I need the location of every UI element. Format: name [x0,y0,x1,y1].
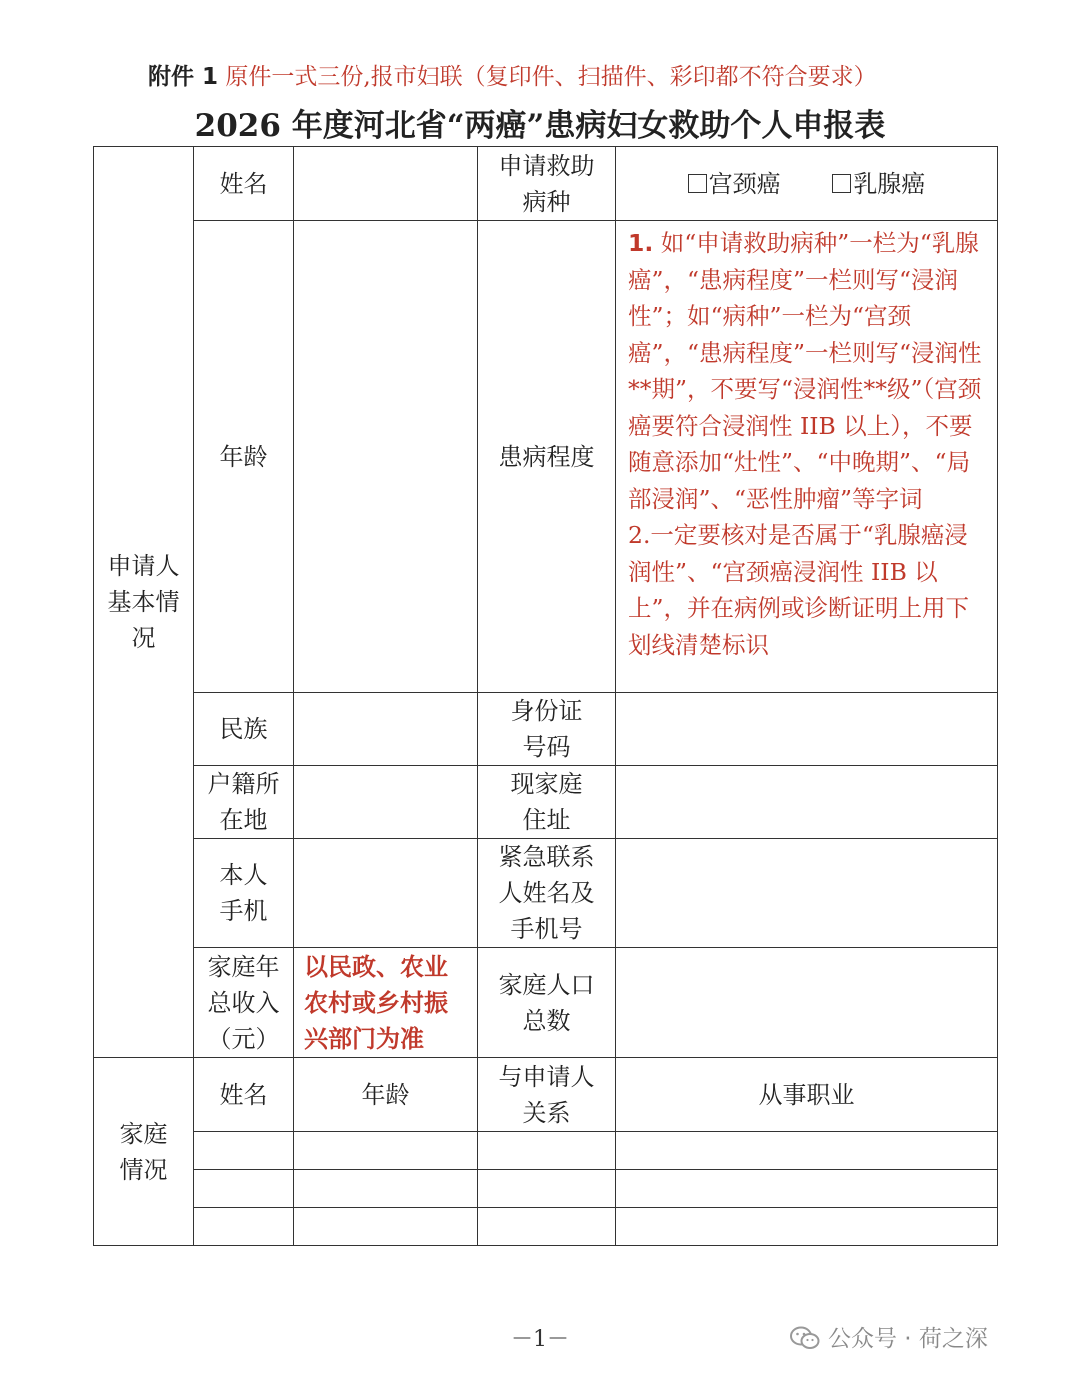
severity-instructions [616,221,998,693]
instruction-text-1: 如“申请救助病种”一栏为“乳腺癌”，“患病程度”一栏则写“浸润性”；如“病种”一栏为“宫颈癌”，“患病程度”一栏则写“浸润性**期”，不要写“浸润性**级”（宫颈癌要符合浸润性 IIB 以上），不要随意添加“灶性”、“中晚期”、“局部浸润”、“恶性肿瘤”等字词 [628,229,982,513]
section-applicant: 申请人基本情况 [94,147,194,1058]
watermark-text: 公众号 · 荷之深 [828,1326,988,1352]
wechat-icon [790,1326,820,1350]
member-name-field[interactable] [194,1170,294,1208]
severity-label: 患病程度 [478,221,616,693]
instruction-text-2: 2.一定要核对是否属于“乳腺癌浸润性”、“宫颈癌浸润性 IIB 以上”，并在病例或诊断证明上用下划线清楚标识 [628,521,970,659]
population-label: 家庭人口总数 [478,948,616,1058]
ethnicity-field[interactable] [294,693,478,766]
checkbox-box-icon [688,174,707,193]
income-note: 以民政、农业农村或乡村振兴部门为准 [294,948,478,1058]
id-field[interactable] [616,693,998,766]
hukou-label: 户籍所在地 [194,766,294,839]
attachment-label: 附件 1 [148,64,219,90]
member-age-label: 年龄 [294,1058,478,1132]
address-label: 现家庭住址 [478,766,616,839]
member-age-field[interactable] [294,1170,478,1208]
relation-label: 与申请人关系 [478,1058,616,1132]
member-relation-field[interactable] [478,1208,616,1246]
name-label: 姓名 [194,147,294,221]
member-occupation-field[interactable] [616,1170,998,1208]
checkbox-box-icon [832,174,851,193]
member-name-label: 姓名 [194,1058,294,1132]
page-title: 2026 年度河北省“两癌”患病妇女救助个人申报表 [194,108,886,144]
id-label: 身份证号码 [478,693,616,766]
member-relation-field[interactable] [478,1132,616,1170]
attachment-line [148,58,877,91]
section-family: 家庭情况 [94,1058,194,1246]
income-label: 家庭年总收入（元） [194,948,294,1058]
member-name-field[interactable] [194,1132,294,1170]
address-field[interactable] [616,766,998,839]
checkbox-cervical[interactable]: 宫颈癌 [688,166,781,202]
member-age-field[interactable] [294,1208,478,1246]
emergency-field[interactable] [616,839,998,948]
member-occupation-field[interactable] [616,1132,998,1170]
name-field[interactable] [294,147,478,221]
application-form-table [93,146,998,1246]
ethnicity-label: 民族 [194,693,294,766]
age-field[interactable] [294,221,478,693]
phone-label: 本人手机 [194,839,294,948]
disease-type-options [616,147,998,221]
attachment-note: 原件一式三份,报市妇联（复印件、扫描件、彩印都不符合要求） [225,64,877,90]
member-relation-field[interactable] [478,1170,616,1208]
member-occupation-field[interactable] [616,1208,998,1246]
page-number: －1－ [511,1327,569,1352]
age-label: 年龄 [194,221,294,693]
occupation-label: 从事职业 [616,1058,998,1132]
population-field[interactable] [616,948,998,1058]
member-name-field[interactable] [194,1208,294,1246]
emergency-label: 紧急联系人姓名及手机号 [478,839,616,948]
disease-type-label: 申请救助病种 [478,147,616,221]
instruction-number: 1. [628,229,654,257]
member-age-field[interactable] [294,1132,478,1170]
checkbox-breast[interactable]: 乳腺癌 [832,166,925,202]
phone-field[interactable] [294,839,478,948]
watermark [790,1320,988,1353]
hukou-field[interactable] [294,766,478,839]
